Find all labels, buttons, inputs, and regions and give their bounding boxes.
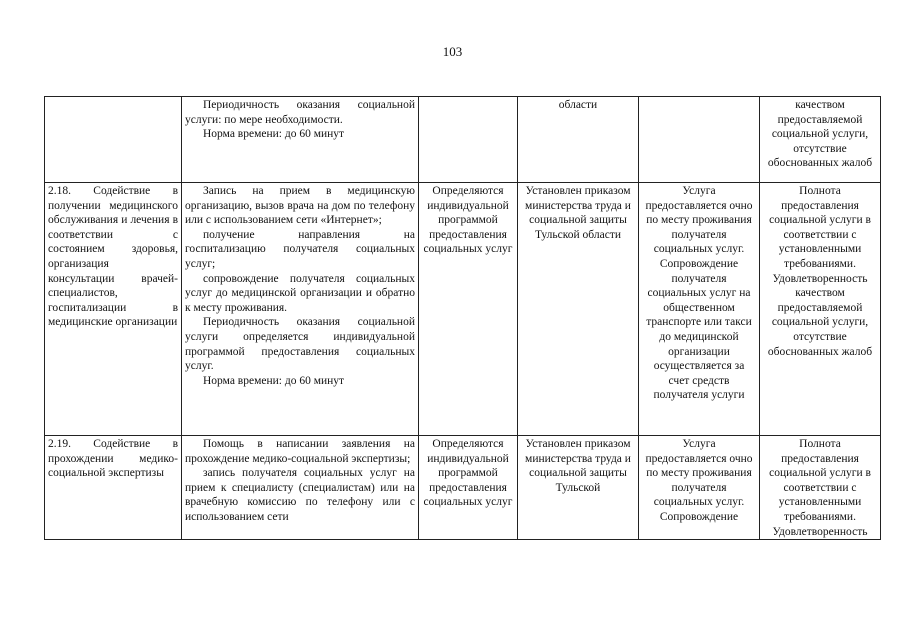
conditions-cell: Услуга предоставляется очно по месту проживания получателя социальных услуг. Сопровождение bbox=[639, 436, 760, 540]
table-row bbox=[45, 183, 881, 436]
quality-cell: качеством предоставляемой социальной услуги, отсутствие обоснованных жалоб bbox=[760, 97, 881, 183]
service-name-cell: 2.18. Содействие в получении медицинского обслуживания и лечения в соответствии с состоянием здоровья, организация консультации врачей-специалистов, госпитализации в медицинские организации bbox=[45, 183, 182, 436]
description-paragraph: сопровождение получателя социальных услуг до медицинской организации и обратно к месту проживания. bbox=[185, 272, 415, 314]
cost-cell: Определяются индивидуальной программой предоставления социальных услуг bbox=[419, 183, 518, 436]
quality-cell: Полнота предоставления социальной услуги в соответствии с установленными требованиями. Удовлетворенность bbox=[760, 436, 881, 540]
table-row bbox=[45, 97, 881, 183]
service-description-cell bbox=[182, 183, 419, 436]
description-paragraph: получение направления на госпитализацию получателя социальных услуг; bbox=[185, 228, 415, 270]
quality-cell: Полнота предоставления социальной услуги в соответствии с установленными требованиями. Удовлетворенность качеством предоставляемой социальной услуги, отсутствие обоснованных жалоб bbox=[760, 183, 881, 436]
conditions-cell: Услуга предоставляется очно по месту проживания получателя социальных услуг. Сопровождение получателя социальных услуг на общественном транспорте или такси до медицинской организации осуществляется за счет средств получателя услуги bbox=[639, 183, 760, 436]
service-description-cell bbox=[182, 97, 419, 183]
cost-cell: Определяются индивидуальной программой предоставления социальных услуг bbox=[419, 436, 518, 540]
page-number: 103 bbox=[442, 44, 463, 59]
service-name-cell bbox=[45, 97, 182, 183]
cost-cell bbox=[419, 97, 518, 183]
description-paragraph: Норма времени: до 60 минут bbox=[203, 128, 345, 141]
service-name-cell: 2.19. Содействие в прохождении медико-социальной экспертизы bbox=[45, 436, 182, 540]
service-description-cell bbox=[182, 436, 419, 540]
norm-cell: Установлен приказом министерства труда и социальной защиты Тульской области bbox=[518, 183, 639, 436]
norm-cell: Установлен приказом министерства труда и социальной защиты Тульской bbox=[518, 436, 639, 540]
table-row bbox=[45, 436, 881, 540]
conditions-cell bbox=[639, 97, 760, 183]
description-paragraph: Помощь в написании заявления на прохождение медико-социальной экспертизы; bbox=[185, 438, 415, 465]
description-paragraph: Норма времени: до 60 минут bbox=[203, 374, 345, 387]
description-paragraph: Запись на прием в медицинскую организацию, вызов врача на дом по телефону или с использованием сети «Интернет»; bbox=[185, 185, 415, 227]
services-table bbox=[44, 96, 881, 540]
description-paragraph: Периодичность оказания социальной услуги: по мере необходимости. bbox=[185, 99, 415, 126]
norm-cell: области bbox=[518, 97, 639, 183]
description-paragraph: запись получателя социальных услуг на прием к специалисту (специалистам) или на врачебную комиссию по телефону или с использованием сети bbox=[185, 467, 415, 523]
description-paragraph: Периодичность оказания социальной услуги определяется индивидуальной программой предоставления социальных услуг. bbox=[185, 316, 415, 373]
